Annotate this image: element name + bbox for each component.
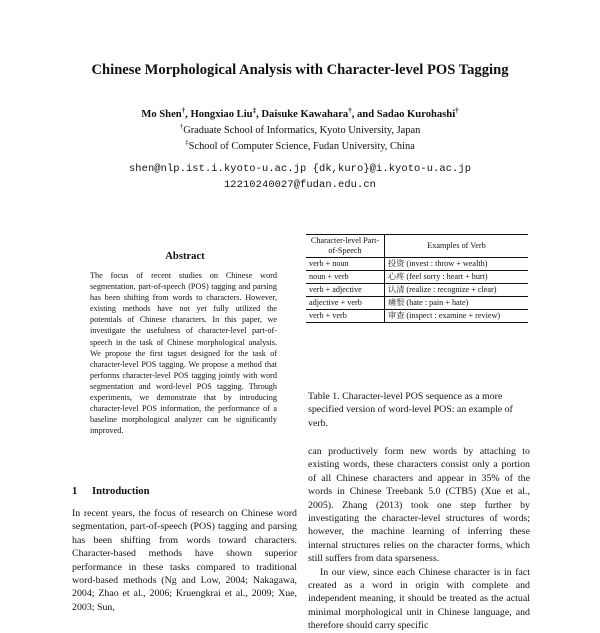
table-header-examples: Examples of Verb [385,235,529,258]
paper-title: Chinese Morphological Analysis with Character-level POS Tagging [91,62,509,78]
table-cell-pos: adjective + verb [306,297,385,310]
author-name: Mo Shen [141,109,182,120]
section-heading-introduction [72,486,150,497]
table-cell-pos: noun + verb [306,271,385,284]
abstract-text: The focus of recent studies on Chinese word segmentation, part-of-speech (POS) tagging and parsing has been shifting from words to characters. However, existing methods have not yet fully utilized the potentials of Chinese characters. In this paper, we investigate the usefulness of character-level part-of-speech in the task of Chinese morphological analysis. We propose the first tagset designed for the task of character-level POS tagging. We propose a method that performs character-level POS tagging jointly with word segmentation and word-level POS tagging. Through experiments, we demonstrate that by introducing character-level POS information, the performance of a baseline morphological analyzer can be significantly improved. [90,271,277,436]
author-separator: , [256,109,262,120]
right-column-text [308,445,530,633]
table-cell-example: 心疼 (feel sorry : heart + hurt) [385,271,529,284]
author-name: Sadao Kurohashi [376,109,456,120]
abstract-heading: Abstract [165,251,205,262]
pos-table [306,234,528,323]
affiliation-mark: † [179,122,184,131]
table-row [306,310,528,323]
table-header-pos: Character-level Part-of-Speech [306,235,385,258]
table-cell-pos: verb + adjective [306,284,385,297]
author-separator: , and [351,109,377,120]
table-cell-pos: verb + noun [306,258,385,271]
affiliation-fudan [0,138,600,152]
table-cell-example: 投资 (invest : throw + wealth) [385,258,529,271]
table-row [306,297,528,310]
affiliation-mark: † [348,106,352,115]
email-line-2[interactable]: 12210240027@fudan.edu.cn [223,179,377,191]
paragraph: can productively form new words by attaching to existing words, these characters consist only a portion of all Chinese characters and appear in 35% of the words in Chinese Treebank 5.0 (CTB5) (Xue et al., 2005). Zhang (2013) took one step further by investigating the character-level structures of words; however, the machine learning of inferring these internal structures relies on the character forms, which still suffers from data sparseness. [308,446,530,565]
affiliation-mark: ‡ [185,138,189,147]
email-line-1[interactable]: shen@nlp.ist.i.kyoto-u.ac.jp {dk,kuro}@i.kyoto-u.ac.jp [128,163,472,175]
affiliation-text: School of Computer Science, Fudan University, China [188,141,415,152]
table-header-row [306,235,528,258]
table-row [306,284,528,297]
paragraph: In our view, since each Chinese character is in fact created as a word in origin with complete and independent meaning, it should be treated as the actual minimal morphological unit in Chinese language, and therefore should carry specific [308,566,530,632]
table-cell-example: 审查 (inspect : examine + review) [385,310,529,323]
table-cell-example: 痛恨 (hate : pain + hate) [385,297,529,310]
table-row [306,271,528,284]
affiliation-mark: ‡ [252,106,257,115]
table-cell-example: 认清 (realize : recognize + clear) [385,284,529,297]
section-number: 1 [72,486,78,497]
table-caption: Table 1. Character-level POS sequence as a more specified version of word-level POS: an example of verb. [308,391,513,429]
author-name: Hongxiao Liu [190,109,253,120]
table-cell-pos: verb + verb [306,310,385,323]
affiliation-mark: † [455,106,459,115]
affiliation-kyoto [0,122,600,136]
table-row [306,258,528,271]
section-title: Introduction [92,486,150,497]
affiliation-text: Graduate School of Informatics, Kyoto University, Japan [183,125,421,136]
author-list [0,106,600,120]
introduction-text: In recent years, the focus of research on Chinese word segmentation, part-of-speech (POS) tagging and parsing has been shifting from words toward characters. Character-based methods have shown superior performance in these tasks compared to traditional word-based methods (Ng and Low, 2004; Nakagawa, 2004; Zhao et al., 2006; Kruengkrai et al., 2009; Xue, 2003; Sun, [72,508,297,613]
author-name: Daisuke Kawahara [261,109,349,120]
author-separator: , [185,109,191,120]
affiliation-mark: † [181,106,186,115]
